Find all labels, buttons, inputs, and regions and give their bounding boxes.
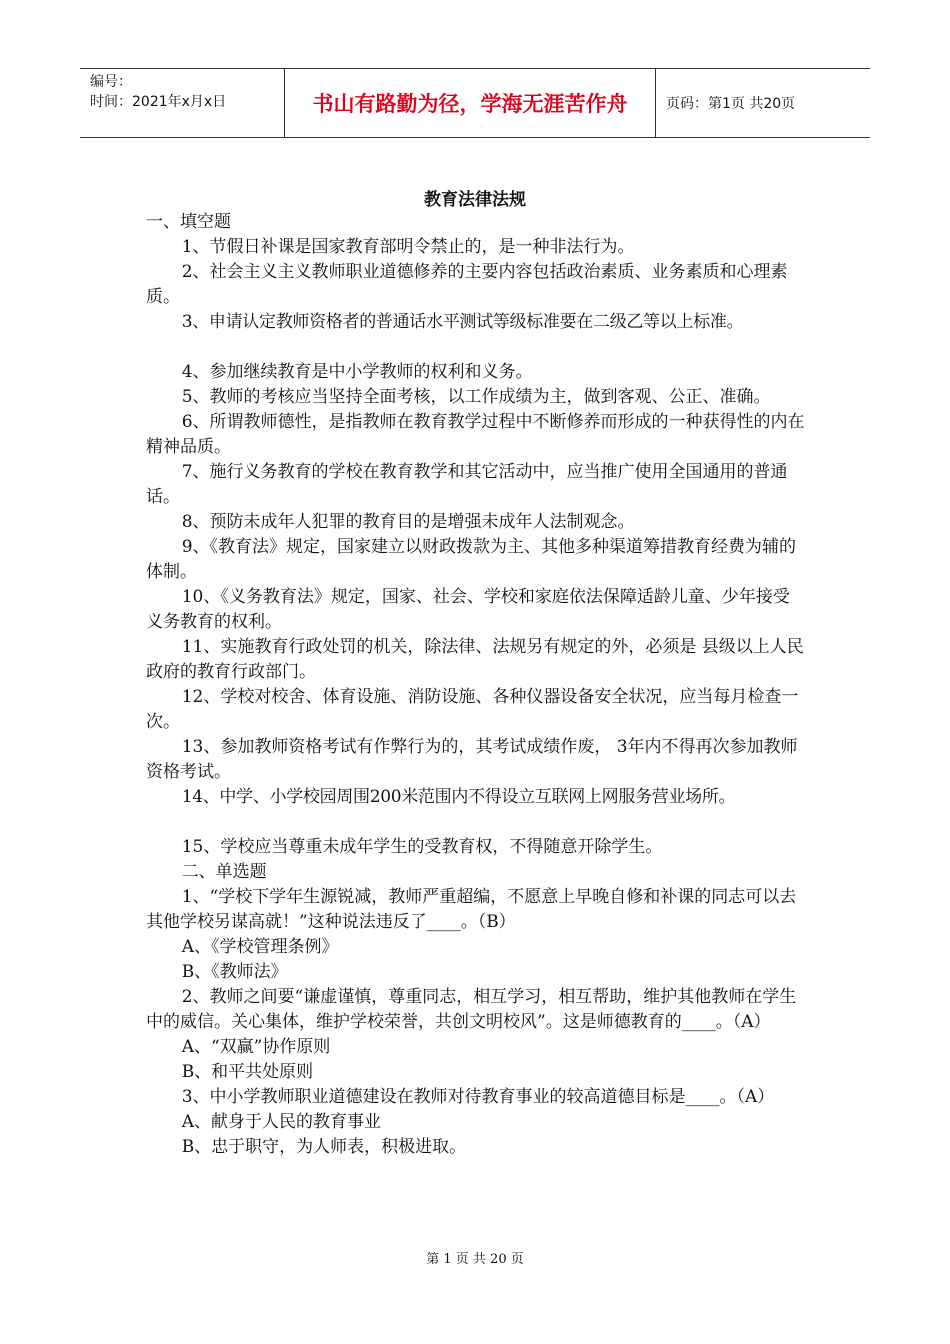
paragraph: 10、《义务教育法》规定，国家、社会、学校和家庭依法保障适龄儿童、少年接受义务教育的权利。 bbox=[146, 587, 790, 632]
answer-option: A、“双赢”协作原则 bbox=[181, 1037, 331, 1057]
answer-option: A、《学校管理条例》 bbox=[181, 937, 339, 957]
paragraph: 5、教师的考核应当坚持全面考核，以工作成绩为主，做到客观、公正、准确。 bbox=[181, 387, 771, 407]
header-info-cell bbox=[80, 69, 284, 137]
page-info: 页码：第1页 共20页 bbox=[666, 96, 796, 112]
page-header bbox=[80, 68, 870, 138]
paragraph: 12、学校对校舍、体育设施、消防设施、各种仪器设备安全状况，应当每月检查一次。 bbox=[146, 687, 799, 732]
page-footer: 第 1 页 共 20 页 bbox=[426, 1252, 524, 1267]
paragraph: 1、节假日补课是国家教育部明令禁止的，是一种非法行为。 bbox=[181, 237, 635, 257]
document-title: 教育法律法规 bbox=[424, 190, 526, 210]
paragraph: 15、学校应当尊重未成年学生的受教育权，不得随意开除学生。 bbox=[181, 837, 663, 857]
question: 2、教师之间要“谦虚谨慎，尊重同志，相互学习，相互帮助，维护其他教师在学生中的威信。关心集体，维护学校荣誉，共创文明校风”。这是师德教育的____。（A） bbox=[146, 987, 797, 1032]
paragraph: 3、申请认定教师资格者的普通话水平测试等级标准要在二级乙等以上标准。 bbox=[181, 312, 744, 332]
paragraph: 2、社会主义主义教师职业道德修养的主要内容包括政治素质、业务素质和心理素质。 bbox=[146, 262, 788, 307]
header-page-cell bbox=[656, 69, 870, 137]
answer-option: B、忠于职守，为人师表，积极进取。 bbox=[181, 1137, 467, 1157]
paragraph: 7、施行义务教育的学校在教育教学和其它活动中，应当推广使用全国通用的普通话。 bbox=[146, 462, 788, 507]
section-heading: 二、单选题 bbox=[181, 862, 267, 882]
question: 1、“学校下学年生源锐减，教师严重超编，不愿意上早晚自修和补课的同志可以去其他学校另谋高就！”这种说法违反了____。（B） bbox=[146, 887, 797, 932]
section-heading: 一、填空题 bbox=[146, 212, 231, 232]
paragraph: 4、参加继续教育是中小学教师的权利和义务。 bbox=[181, 362, 533, 382]
paragraph: 13、参加教师资格考试有作弊行为的，其考试成绩作废， 3年内不得再次参加教师资格考试。 bbox=[146, 737, 798, 782]
paragraph: 14、中学、小学校园周围200米范围内不得设立互联网上网服务营业场所。 bbox=[181, 787, 736, 807]
answer-option: A、献身于人民的教育事业 bbox=[181, 1112, 381, 1132]
paragraph: 6、所谓教师德性，是指教师在教育教学过程中不断修养而形成的一种获得性的内在精神品质。 bbox=[146, 412, 805, 457]
motto-text: 书山有路勤为径，学海无涯苦作舟 bbox=[312, 92, 628, 116]
question: 3、中小学教师职业道德建设在教师对待教育事业的较高道德目标是____。（A） bbox=[181, 1087, 775, 1107]
answer-option: B、《教师法》 bbox=[181, 962, 288, 982]
answer-option: B、和平共处原则 bbox=[181, 1062, 314, 1082]
number-label: 编号： bbox=[90, 74, 132, 90]
time-label: 时间：2021年x月x日 bbox=[90, 94, 227, 110]
paragraph: 9、《教育法》规定，国家建立以财政拨款为主、其他多种渠道筹措教育经费为辅的体制。 bbox=[146, 537, 797, 582]
document-body bbox=[146, 210, 806, 1160]
paragraph: 11、实施教育行政处罚的机关，除法律、法规另有规定的外，必须是 县级以上人民政府的教育行政部门。 bbox=[146, 637, 804, 682]
header-motto-cell bbox=[284, 69, 656, 137]
paragraph: 8、预防未成年人犯罪的教育目的是增强未成年人法制观念。 bbox=[181, 512, 635, 532]
